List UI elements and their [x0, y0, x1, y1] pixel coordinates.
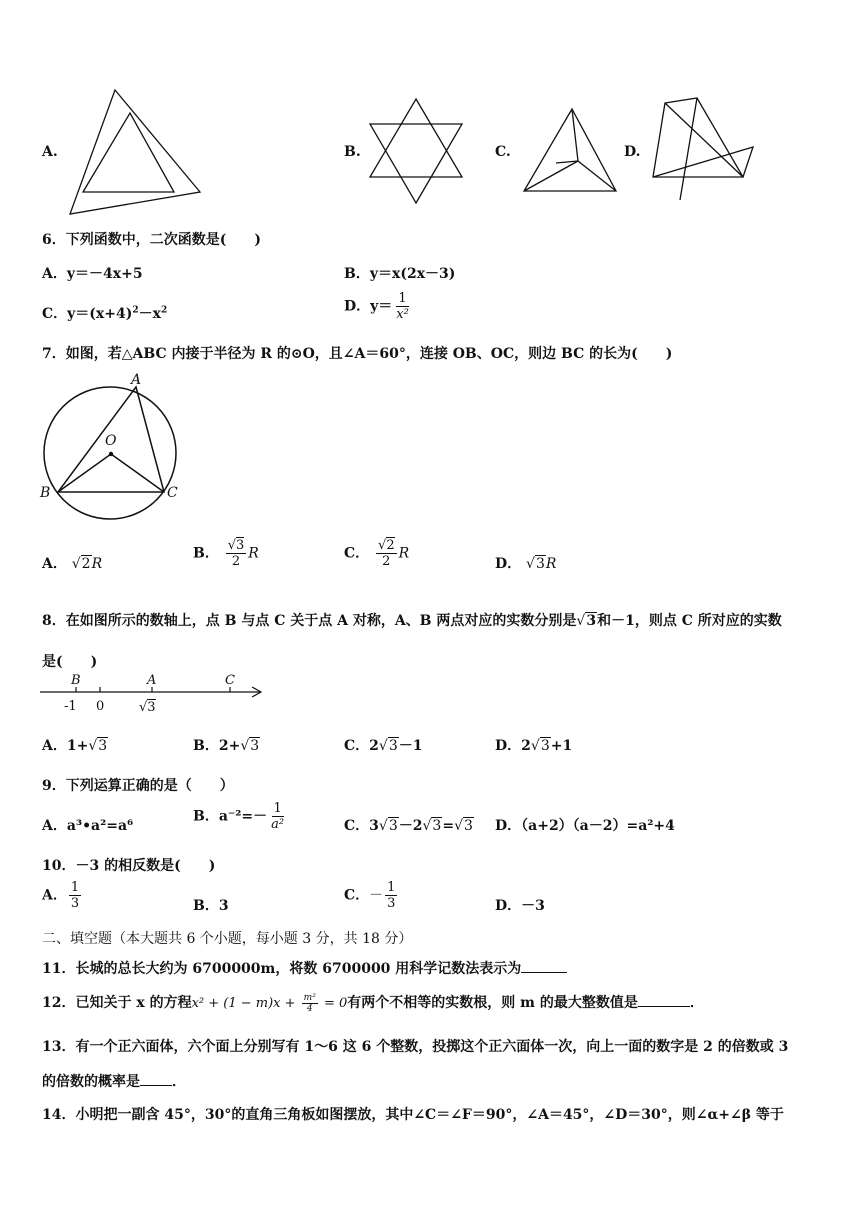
option-text: －1 [398, 738, 423, 754]
q8-option-d[interactable] [495, 735, 572, 755]
q6-option-d[interactable] [344, 291, 413, 322]
q10-option-b[interactable] [193, 895, 229, 915]
option-label: C． [42, 306, 68, 322]
q8-tick-zero: 0 [96, 699, 105, 714]
q9-option-b[interactable] [193, 801, 288, 832]
option-text: y＝x(2x－3) [369, 266, 456, 282]
option-suffix: R [91, 556, 103, 572]
fraction-numerator: √2 [378, 538, 395, 553]
q10-option-d[interactable] [495, 895, 545, 915]
fraction [394, 291, 411, 322]
section-heading: 二、填空题（本大题共 6 个小题，每小题 3 分，共 18 分） [42, 931, 413, 947]
option-label: D． [344, 298, 371, 315]
exponent: 2 [160, 305, 168, 316]
option-text: y＝－4x+5 [66, 266, 143, 282]
q7-point-c-label: C [167, 485, 178, 501]
fraction-denominator: a² [271, 817, 285, 832]
sqrt: √2 [71, 556, 91, 572]
option-label: B． [193, 545, 219, 562]
q13-stem-line1: 13．有一个正六面体，六个面上分别写有 1～6 这 6 个整数，投掷这个正六面体一次，向上一面的数字是 2 的倍数或 3 [42, 1039, 789, 1055]
option-label: D． [495, 818, 522, 834]
option-label: C． [344, 738, 370, 754]
option-text: －x [138, 306, 161, 322]
sqrt: √3 [240, 738, 260, 754]
q10-option-c[interactable]: C．－ $\frac{1}{3}$ [344, 880, 396, 911]
answer-blank[interactable] [638, 1006, 690, 1007]
q8-point-a-label: A [147, 673, 157, 688]
answer-blank[interactable] [521, 972, 567, 973]
option-label: A． [42, 738, 67, 754]
option-suffix: R [545, 556, 557, 572]
option-label: D． [495, 738, 522, 754]
q5-figure-d [645, 95, 760, 205]
q8-stem: 8．在如图所示的数轴上，点 B 与点 C 关于点 A 对称，A、B 两点对应的实数分别是√3和－1，则点 C 所对应的实数 [42, 613, 782, 629]
fraction [385, 880, 397, 911]
exponent: 2 [132, 305, 139, 316]
sqrt: √3 [378, 738, 398, 754]
fraction [269, 801, 286, 832]
q8-option-c[interactable] [344, 735, 423, 755]
fraction-denominator: x² [396, 307, 409, 322]
q9-stem: 9．下列运算正确的是（ ） [42, 778, 234, 794]
option-label: D． [495, 898, 522, 914]
option-text: y＝ [370, 298, 393, 315]
option-label: C． [344, 887, 370, 904]
q7-point-o-label: O [105, 433, 117, 449]
equation: x² + (1 − m)x + $\frac{\text{m²}}{4}$ = 0 [191, 993, 348, 1014]
q5-option-c-label: C. [495, 144, 511, 160]
q7-point-a-label: A [131, 372, 142, 388]
fraction-denominator: 3 [387, 896, 396, 911]
q7-stem: 7．如图，若△ABC 内接于半径为 R 的⊙O，且∠A＝60°，连接 OB、OC，则边 BC 的长为( ) [42, 346, 673, 362]
q7-option-b[interactable] [193, 538, 259, 569]
fraction-numerator: 1 [398, 291, 407, 306]
fraction-denominator: 2 [231, 554, 241, 569]
option-label: C． [344, 818, 370, 834]
option-text: a⁻²=－ [218, 808, 268, 825]
option-text: y＝(x+4) [67, 306, 133, 322]
q6-option-a[interactable] [42, 263, 143, 283]
fraction-denominator: 3 [70, 896, 80, 911]
q8-stem-line2: 是( ) [42, 654, 98, 670]
q11-stem: 11．长城的总长大约为 6700000m，将数 6700000 用科学记数法表示为 [42, 958, 567, 978]
sqrt: √3 [576, 613, 597, 629]
option-label: A． [42, 556, 67, 572]
option-text: +1 [550, 738, 573, 754]
option-text: 1+ [66, 738, 89, 754]
option-label: A． [42, 887, 67, 904]
q8-tick-minus-one: -1 [64, 699, 77, 714]
fraction [69, 880, 81, 911]
q5-option-d-label: D. [624, 144, 641, 160]
option-label: B． [193, 898, 219, 914]
fraction-denominator: 2 [382, 554, 391, 569]
q7-option-c[interactable] [344, 538, 409, 569]
option-text: 2 [521, 738, 531, 754]
q7-option-a[interactable] [42, 553, 102, 573]
sqrt: √3 [530, 738, 550, 754]
option-label: B． [344, 266, 370, 282]
option-text: 2 [369, 738, 379, 754]
q5-figure-a [60, 85, 210, 220]
q13-stem-line2: 的倍数的概率是 ． [42, 1074, 186, 1090]
option-label: A． [42, 266, 67, 282]
option-suffix: R [398, 545, 410, 562]
option-label: A． [42, 818, 67, 834]
option-suffix: R [248, 545, 259, 562]
answer-blank[interactable] [140, 1085, 172, 1086]
option-text: －3 [521, 898, 545, 914]
fraction [376, 538, 397, 569]
q14-stem: 14．小明把一副含 45°，30°的直角三角板如图摆放，其中∠C＝∠F＝90°，∠A＝45°，∠D＝30°，则∠α+∠β 等于 [42, 1107, 784, 1123]
q9-option-d[interactable] [495, 815, 675, 835]
fraction-numerator: √3 [227, 538, 245, 553]
q10-option-a[interactable] [42, 880, 83, 911]
q8-option-a[interactable] [42, 735, 108, 755]
q9-option-c[interactable]: C．3√3－2√3=√3 [344, 818, 473, 834]
fraction [226, 538, 247, 569]
q8-option-b[interactable] [193, 735, 260, 755]
option-label: D． [495, 556, 522, 572]
sqrt: √3 [88, 738, 108, 754]
q12-stem: 12．已知关于 x 的方程x² + (1 − m)x + $\frac{\text{m²}}{4}$ = 0有两个不相等的实数根，则 m 的最大整数值是 ． [42, 993, 704, 1014]
q6-option-c[interactable] [42, 303, 167, 323]
option-text: （a+2）（a－2）=a²+4 [521, 818, 675, 834]
q8-tick-sqrt3: √3 [139, 700, 156, 715]
q5-figure-b [366, 96, 466, 206]
q5-option-a-label: A. [42, 144, 58, 160]
sqrt: √3 [454, 818, 473, 834]
q5-figure-c [520, 105, 620, 197]
sqrt: √3 [422, 818, 442, 834]
q6-stem: 6．下列函数中，二次函数是( ) [42, 232, 261, 248]
q7-option-d[interactable] [495, 553, 556, 573]
sqrt: √3 [378, 818, 398, 834]
fraction-numerator: 1 [387, 880, 396, 895]
option-text: 2+ [218, 738, 241, 754]
q7-point-b-label: B [40, 485, 51, 501]
option-text: 3 [218, 898, 229, 914]
fraction-numerator: 1 [273, 801, 282, 816]
q6-option-b[interactable] [344, 263, 455, 283]
option-label: B． [193, 808, 219, 825]
fraction-numerator: 1 [70, 880, 80, 895]
sqrt: √3 [526, 556, 545, 572]
q8-point-b-label: B [71, 673, 81, 688]
option-label: C． [344, 545, 370, 562]
q8-point-c-label: C [225, 673, 235, 688]
option-label: B． [193, 738, 219, 754]
option-text: a³•a²=a⁶ [66, 818, 134, 834]
fraction: $\frac{\text{m²}}{4}$ [303, 993, 316, 1014]
q9-option-a[interactable] [42, 815, 133, 835]
q10-stem: 10．－3 的相反数是( ) [42, 858, 216, 874]
q5-option-b-label: B. [344, 144, 361, 160]
